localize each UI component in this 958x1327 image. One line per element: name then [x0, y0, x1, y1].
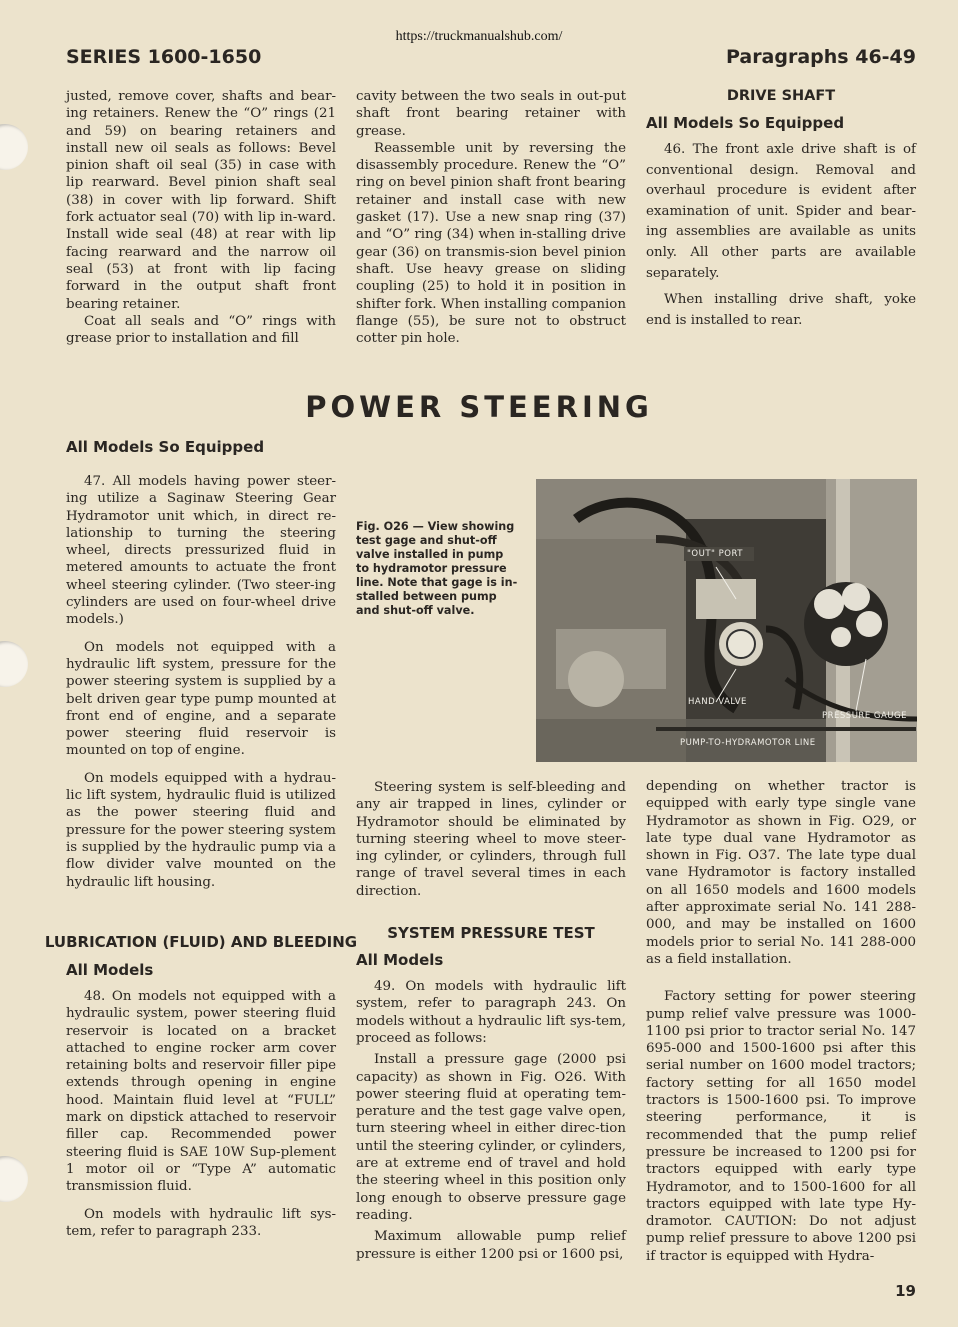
- power-steering-section: [66, 438, 336, 891]
- paragraph: Coat all seals and “O” rings with grease prior to installation and fill: [66, 313, 336, 347]
- paragraph: On models not equipped with a hydraulic lift system, pressure for the power steering system is supplied by a belt driven gear type pump mounted at front end of engine, and a separate power steering fluid reservoir is mounted on top of engine.: [66, 639, 336, 759]
- paragraph: Maximum allowable pump relief pressure is either 1200 psi or 1600 psi,: [356, 1229, 626, 1262]
- paragraph: justed, remove cover, shafts and bear-ing retainers. Renew the “O” rings (21 and 59) on bearing retainers and install new oil seals as follows: Bevel pinion shaft oil seal (35) in case with lip rearward. Bevel pinion shaft seal (38) in cover with lip forward. Shift fork actuator seal (70) with lip in-ward. Install wide seal (48) at rear with lip facing rearward and the narrow oil seal (53) at front with lip facing forward in the output shaft front bearing retainer.: [66, 89, 336, 312]
- col1-top: [66, 88, 336, 347]
- pump-line-label: PUMP-TO-HYDRAMOTOR LINE: [680, 738, 816, 748]
- binder-hole: [0, 641, 28, 687]
- drive-shaft-section: [646, 88, 916, 331]
- paragraph: On models with hydraulic lift sys-tem, refer to paragraph 233.: [66, 1206, 336, 1239]
- out-port-label: "OUT" PORT: [687, 549, 743, 559]
- paragraph: 47. All models having power steer-ing utilize a Saginaw Steering Gear Hydramotor unit which, in direct re-lationship to turning the steering wheel, directs pressurized fluid in metered amounts to actuate the front wheel steering cylinder. (Two steer-ing cylinders are used on four-wheel drive models.): [66, 474, 336, 628]
- paragraphs-header: Paragraphs 46-49: [725, 46, 916, 68]
- paragraph: When installing drive shaft, yoke end is installed to rear.: [646, 292, 916, 328]
- col3-bottom: [646, 778, 916, 1265]
- lubrication-subheading: All Models: [66, 961, 154, 979]
- binder-hole: [0, 1156, 28, 1202]
- drive-shaft-heading: DRIVE SHAFT: [726, 88, 836, 104]
- paragraph: Factory setting for power steering pump relief valve pressure was 1000-1100 psi prior to tractor serial No. 147 695-000 and 1500-1600 psi after this serial number on 1600 model tractors; factory setting for all 1650 model tractors is 1500-1600 psi. To improve steering performance, it is recommended that the pump relief pressure be increased to 1200 psi for tractors equipped with early type Hydramotor, and to 1500-1600 for all tractors equipped with late type Hy-dramotor. CAUTION: Do not adjust pump relief pressure to above 1200 psi if tractor is equipped with Hydra-: [646, 989, 916, 1264]
- paragraph: depending on whether tractor is equipped with early type single vane Hydramotor as shown in Fig. O29, or late type dual vane Hydramotor as shown in Fig. O37. The late type dual vane Hydramotor is factory installed on all 1650 models and 1600 models after approximate serial No. 141 288-000, and may be installed on 1600 models prior to serial No. 141 288-000 as a field installation.: [646, 779, 916, 967]
- paragraph: 48. On models not equipped with a hydraulic system, power steering fluid reservoir is located on a bracket attached to engine rocker arm cover retaining bolts and reservoir filler pipe extends through opening in engine hood. Maintain fluid level at “FULL” mark on dipstick attached to reservoir filler cap. Recommended power steering fluid is SAE 10W Sup-plement 1 motor oil or “Type A” automatic transmission fluid.: [66, 989, 336, 1195]
- system-pressure-heading: SYSTEM PRESSURE TEST: [387, 924, 595, 943]
- section-title: POWER STEERING: [305, 390, 653, 424]
- hand-valve-label: HAND VALVE: [688, 697, 747, 707]
- figure-photo: [536, 479, 917, 762]
- paragraph: cavity between the two seals in out-put shaft front bearing retainer with grease.: [356, 89, 626, 139]
- paragraph: Install a pressure gage (2000 psi capacity) as shown in Fig. O26. With power steering fluid at operating tem-perature and the test gage valve open, turn steering wheel in either direc-tion until the steering cylinder, or cylinders, are at extreme end of travel and hold the steering wheel in this position only long enough to observe pressure gage reading.: [356, 1052, 626, 1223]
- series-header: SERIES 1600-1650: [66, 46, 262, 68]
- paragraph: Reassemble unit by reversing the disassembly procedure. Renew the “O” ring on bevel pinion shaft front bearing retainer and install case with new gasket (17). Use a new snap ring (37) and “O” ring (34) when in-stalling drive gear (36) on transmis-sion bevel pinion shaft. Use heavy grease on sliding coupling (25) to hold it in position in shifter fork. When installing companion flange (55), be sure not to obstruct cotter pin hole.: [356, 140, 626, 347]
- paragraph: Steering system is self-bleeding and any air trapped in lines, cylinder or Hydramotor should be eliminated by turning steering wheel to move steer-ing cylinder, or cylinders, through full range of travel several times in each direction.: [356, 780, 626, 899]
- paragraph: 49. On models with hydraulic lift system, refer to paragraph 243. On models without a hydraulic lift sys-tem, proceed as follows:: [356, 979, 626, 1046]
- binder-hole: [0, 124, 28, 170]
- pressure-gauge-label: PRESSURE GAUGE: [822, 711, 907, 721]
- paragraph: On models equipped with a hydrau-lic lift system, hydraulic fluid is utilized as the power steering fluid and pressure for the power steering system is supplied by the hydraulic pump via a flow divider valve mounted on the hydraulic lift housing.: [66, 770, 336, 890]
- paragraph: 46. The front axle drive shaft is of conventional design. Removal and overhaul procedure is evident after examination of unit. Spider and bear-ing assemblies are available as units only. All other parts are available separately.: [646, 142, 916, 281]
- power-steering-subheading: All Models So Equipped: [66, 438, 265, 456]
- page-number: 19: [895, 1282, 916, 1300]
- lubrication-heading: LUBRICATION (FLUID) AND BLEEDING: [44, 933, 358, 951]
- source-url[interactable]: https://truckmanualshub.com/: [395, 29, 563, 44]
- system-pressure-section: [356, 779, 626, 1263]
- lubrication-section: [44, 932, 358, 1240]
- system-pressure-subheading: All Models: [356, 951, 444, 970]
- col2-top: [356, 88, 626, 347]
- drive-shaft-subheading: All Models So Equipped: [646, 114, 845, 132]
- figure-caption: Fig. O26 — View showing test gage and shut-off valve installed in pump to hydramotor pressure line. Note that gage is in-stalled between pump and shut-off valve.: [356, 520, 518, 617]
